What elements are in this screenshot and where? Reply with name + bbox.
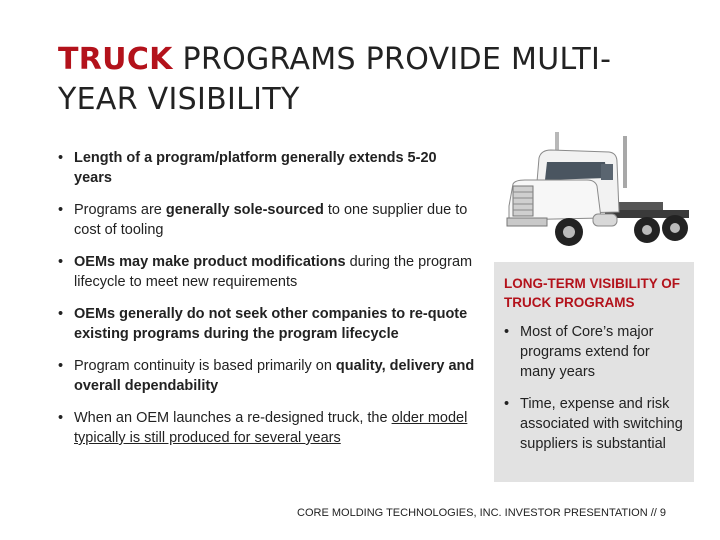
callout-item [504, 394, 688, 454]
bullet-dot-icon: • [504, 396, 510, 412]
bullet-dot-icon: • [58, 358, 64, 374]
truck-window [601, 164, 613, 180]
bullet-underlined: older model typically is still produced for several years [74, 410, 468, 446]
bullet-emphasis: OEMs may make product modifications [74, 254, 346, 270]
bullet-dot-icon: • [504, 324, 510, 340]
callout-list [504, 322, 688, 466]
bullet-list [58, 148, 478, 460]
bullet-item [58, 252, 478, 292]
fuel-tank [593, 214, 617, 226]
bullet-text: Length of a program/platform generally extends 5-20 years [74, 150, 437, 186]
bullet-dot-icon: • [58, 202, 64, 218]
bullet-text: to one supplier due to cost of tooling [74, 202, 468, 238]
bullet-text: Program continuity is based primarily on [74, 358, 336, 374]
bullet-dot-icon: • [58, 150, 64, 166]
bullet-dot-icon: • [58, 306, 64, 322]
truck-grille [513, 186, 533, 216]
bullet-item [58, 408, 478, 448]
bullet-emphasis: generally sole-sourced [165, 202, 324, 218]
callout-item [504, 322, 688, 382]
title-rest: PROGRAMS PROVIDE MULTI-YEAR VISIBILITY [58, 42, 612, 117]
callout-item-text: Time, expense and risk associated with switching suppliers is substantial [520, 396, 683, 452]
bullet-item [58, 304, 478, 344]
exhaust-stack [623, 136, 627, 188]
slide-footer: CORE MOLDING TECHNOLOGIES, INC. INVESTOR PRESENTATION // 9 [297, 507, 666, 519]
bullet-dot-icon: • [58, 254, 64, 270]
callout-heading: LONG-TERM VISIBILITY OF TRUCK PROGRAMS [504, 276, 681, 310]
bullet-emphasis: quality, delivery and overall dependability [74, 358, 475, 394]
bullet-dot-icon: • [58, 410, 64, 426]
bullet-text: during the program lifecycle to meet new requirements [74, 254, 473, 290]
bullet-text: OEMs generally do not seek other companies to re-quote existing programs during the program lifecycle [74, 306, 468, 342]
bullet-text: When an OEM launches a re-designed truck, the [74, 410, 392, 426]
slide-title [58, 40, 678, 120]
bullet-item [58, 200, 478, 240]
visibility-callout-box [494, 262, 694, 482]
bullet-item [58, 148, 478, 188]
semi-truck-image [505, 128, 695, 258]
callout-item-text: Most of Core’s major programs extend for many years [520, 324, 654, 380]
truck-bumper [507, 218, 547, 226]
title-accent: TRUCK [58, 42, 173, 77]
bullet-text: Programs are [74, 202, 166, 218]
truck-windshield [545, 162, 607, 180]
fifth-wheel [617, 202, 663, 210]
bullet-item [58, 356, 478, 396]
